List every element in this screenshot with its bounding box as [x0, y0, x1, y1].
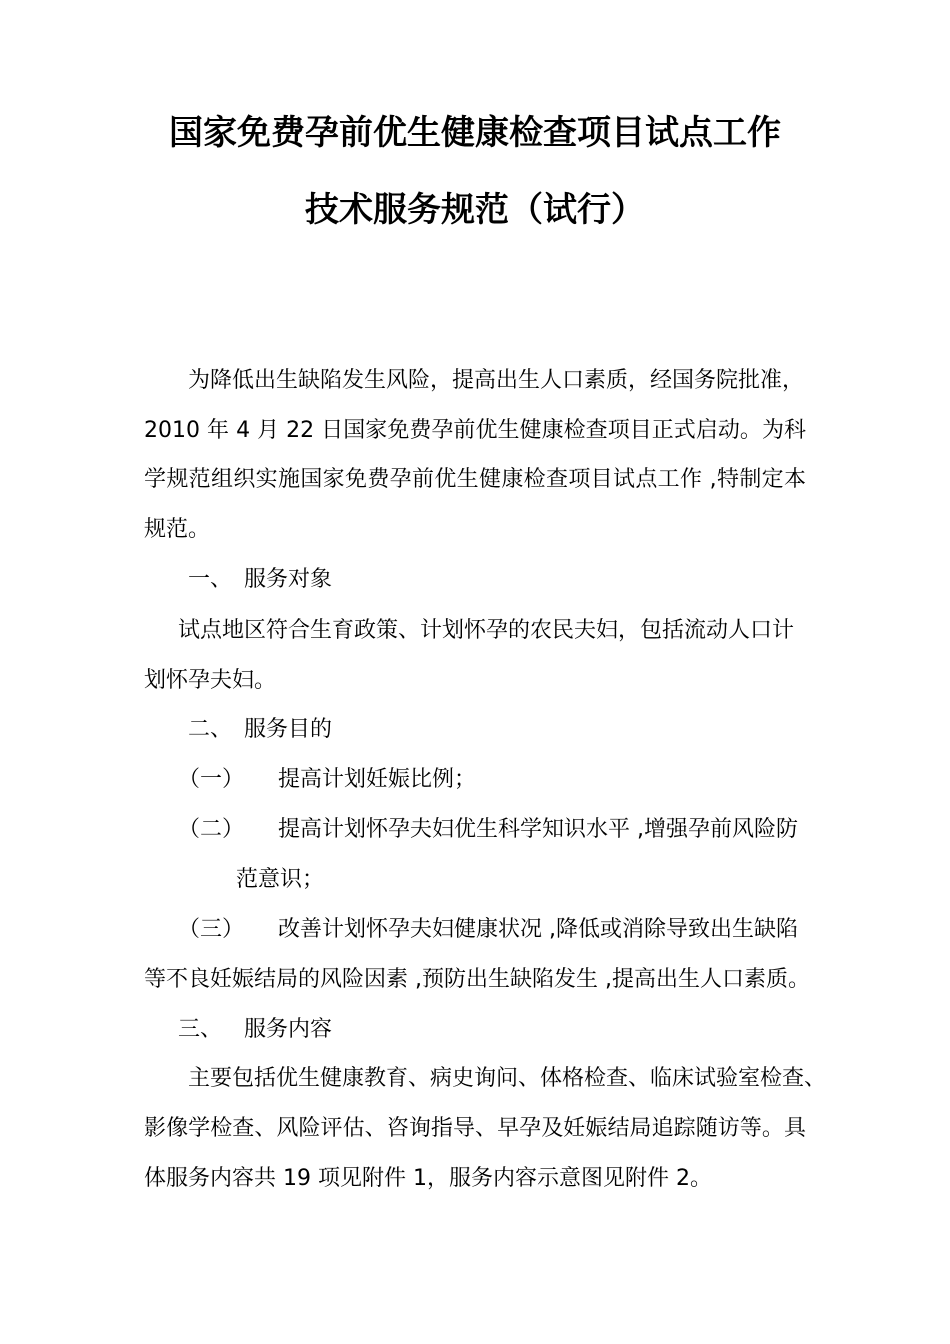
section2-heading: 服务目的 [244, 717, 333, 742]
intro-line-4: 规范。 [144, 517, 211, 542]
intro-line-3: 学规范组织实施国家免费孕前优生健康检查项目试点工作 ,特制定本 [144, 467, 806, 492]
section2-item3-label: （三） [178, 917, 245, 942]
section1-line-1: 试点地区符合生育政策、计划怀孕的农民夫妇，包括流动人口计 [178, 618, 795, 643]
section1-heading: 服务对象 [244, 567, 333, 592]
section3-line-2: 影像学检查、风险评估、咨询指导、早孕及妊娠结局追踪随访等。具 [144, 1116, 806, 1141]
intro-line-1: 为降低出生缺陷发生风险，提高出生人口素质，经国务院批准， [188, 368, 805, 393]
title-line-1: 国家免费孕前优生健康检查项目试点工作 [169, 113, 781, 153]
section3-line-1: 主要包括优生健康教育、病史询问、体格检查、临床试验室检查、 [188, 1066, 827, 1091]
section2-item2-line-2: 范意识； [236, 867, 325, 892]
section2-item1-line-1: 提高计划妊娠比例； [278, 767, 477, 792]
section1-number: 一、 [188, 567, 233, 592]
title-line-2: 技术服务规范（试行） [305, 190, 645, 230]
section2-item2-label: （二） [178, 817, 245, 842]
section2-item2-line-1: 提高计划怀孕夫妇优生科学知识水平 ,增强孕前风险防 [278, 817, 798, 842]
section1-line-2: 划怀孕夫妇。 [144, 668, 277, 693]
section2-number: 二、 [188, 717, 233, 742]
section2-item3-line-2: 等不良妊娠结局的风险因素 ,预防出生缺陷发生 ,提高出生人口素质。 [144, 967, 810, 992]
section3-number: 三、 [178, 1017, 223, 1042]
section2-item3-line-1: 改善计划怀孕夫妇健康状况 ,降低或消除导致出生缺陷 [278, 917, 798, 942]
section3-heading: 服务内容 [244, 1017, 333, 1042]
section3-line-3: 体服务内容共 19 项见附件 1，服务内容示意图见附件 2。 [144, 1166, 712, 1191]
section2-item1-label: （一） [178, 767, 245, 792]
intro-line-2: 2010 年 4 月 22 日国家免费孕前优生健康检查项目正式启动。为科 [144, 418, 806, 443]
